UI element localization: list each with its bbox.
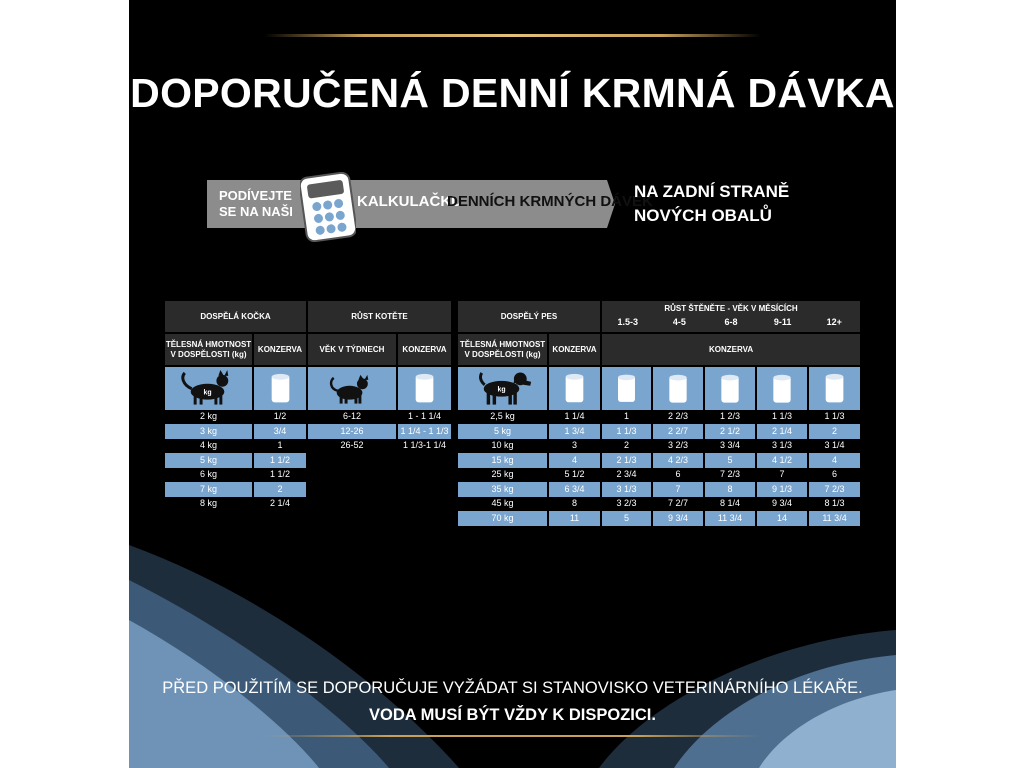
puppy-can-value: 8 bbox=[704, 482, 756, 497]
puppy-can-value: 11 3/4 bbox=[704, 511, 756, 526]
puppy-can-value: 4 1/2 bbox=[756, 453, 808, 468]
table-row bbox=[165, 410, 306, 425]
puppy-header-cell bbox=[601, 301, 860, 333]
dog-can-value: 8 bbox=[548, 497, 601, 512]
puppy-can-icon-cell bbox=[808, 366, 860, 410]
table-row bbox=[458, 453, 860, 468]
cat-weight-icon bbox=[165, 367, 252, 410]
footer-advice: PŘED POUŽITÍM SE DOPORUČUJE VYŽÁDAT SI STANOVISKO VETERINÁRNÍHO LÉKAŘE. bbox=[162, 679, 863, 697]
can-icon bbox=[398, 367, 451, 409]
cat-weight-value: 6 kg bbox=[165, 468, 253, 483]
puppy-can-value: 14 bbox=[756, 511, 808, 526]
puppy-can-icon-cell bbox=[704, 366, 756, 410]
puppy-can-value: 9 3/4 bbox=[756, 497, 808, 512]
puppy-can-value: 8 1/3 bbox=[808, 497, 860, 512]
puppy-age-4: 9-11 bbox=[773, 317, 792, 327]
puppy-can-value: 2 1/2 bbox=[704, 424, 756, 439]
banner-calc-word: KALKULAČKU bbox=[357, 193, 462, 210]
puppy-age-1: 1.5-3 bbox=[617, 317, 639, 327]
table-row bbox=[165, 439, 306, 454]
cat-weight-value: 7 kg bbox=[165, 482, 253, 497]
adult-cat-header: DOSPĚLÁ KOČKA bbox=[165, 301, 306, 333]
puppy-can-value: 3 2/3 bbox=[601, 497, 652, 512]
can-icon bbox=[757, 368, 807, 409]
puppy-can-value: 3 3/4 bbox=[704, 439, 756, 454]
table-row bbox=[165, 424, 306, 439]
table-row bbox=[458, 410, 860, 425]
dog-weight-icon-cell bbox=[458, 366, 548, 410]
puppy-can-value: 3 2/3 bbox=[652, 439, 704, 454]
dog-kg-label: kg bbox=[497, 386, 506, 394]
banner-left-text bbox=[219, 188, 293, 220]
puppy-can-value: 1 bbox=[601, 410, 652, 425]
puppy-can-value: 2 bbox=[808, 424, 860, 439]
dog-table bbox=[458, 301, 860, 526]
table-row bbox=[165, 453, 306, 468]
cat-can-value: 2 bbox=[253, 482, 306, 497]
puppy-can-value: 9 3/4 bbox=[652, 511, 704, 526]
dog-can-icon-cell bbox=[548, 366, 601, 410]
puppy-age-2: 4-5 bbox=[672, 317, 686, 327]
table-row bbox=[458, 511, 860, 526]
puppy-can-value: 3 1/4 bbox=[808, 439, 860, 454]
puppy-can-value: 2 1/3 bbox=[601, 453, 652, 468]
dog-weight-value: 15 kg bbox=[458, 453, 548, 468]
puppy-can-value: 9 1/3 bbox=[756, 482, 808, 497]
dog-weight-value: 35 kg bbox=[458, 482, 548, 497]
puppy-can-value: 2 bbox=[601, 439, 652, 454]
puppy-can-icon-cell bbox=[652, 366, 704, 410]
kitten-table bbox=[308, 301, 451, 453]
cat-weight-value: 2 kg bbox=[165, 410, 253, 425]
table-row bbox=[308, 410, 451, 425]
cat-weight-value: 4 kg bbox=[165, 439, 253, 454]
dog-can-value: 4 bbox=[548, 453, 601, 468]
kitten-header: RŮST KOTĚTE bbox=[308, 301, 451, 333]
puppy-age-5: 12+ bbox=[826, 317, 842, 327]
cat-weight-column-header: TĚLESNÁ HMOTNOST V DOSPĚLOSTI (kg) bbox=[165, 333, 253, 366]
puppy-header: RŮST ŠTĚNĚTE - VĚK V MĚSÍCÍCH bbox=[664, 304, 798, 313]
puppy-can-value: 3 1/3 bbox=[601, 482, 652, 497]
table-row bbox=[458, 439, 860, 454]
puppy-can-value: 7 2/7 bbox=[652, 497, 704, 512]
puppy-can-value: 6 bbox=[808, 468, 860, 483]
puppy-age-3: 6-8 bbox=[724, 317, 738, 327]
puppy-can-value: 11 3/4 bbox=[808, 511, 860, 526]
cat-can-value: 1 1/2 bbox=[253, 468, 306, 483]
puppy-can-value: 1 2/3 bbox=[704, 410, 756, 425]
puppy-can-value: 7 bbox=[756, 468, 808, 483]
page-title: DOPORUČENÁ DENNÍ KRMNÁ DÁVKA bbox=[130, 70, 895, 116]
puppy-can-value: 8 1/4 bbox=[704, 497, 756, 512]
can-icon bbox=[602, 368, 651, 409]
table-row bbox=[165, 468, 306, 483]
puppy-can-value: 5 bbox=[704, 453, 756, 468]
kitten-can-column-header: KONZERVA bbox=[397, 333, 451, 366]
puppy-can-value: 1 1/3 bbox=[601, 424, 652, 439]
cat-kg-label: kg bbox=[203, 389, 212, 397]
adult-dog-header: DOSPĚLÝ PES bbox=[458, 301, 601, 333]
table-row bbox=[165, 497, 306, 512]
dog-can-column-header: KONZERVA bbox=[548, 333, 601, 366]
puppy-can-value: 7 bbox=[652, 482, 704, 497]
kitten-age-column-header: VĚK V TÝDNECH bbox=[308, 333, 397, 366]
table-row bbox=[308, 439, 451, 454]
kitten-age-value: 26-52 bbox=[308, 439, 397, 454]
banner-left-line1: PODÍVEJTE bbox=[219, 188, 292, 203]
puppy-age-row bbox=[602, 318, 860, 327]
kitten-icon bbox=[308, 367, 396, 410]
puppy-can-value: 2 1/4 bbox=[756, 424, 808, 439]
puppy-can-value: 1 1/3 bbox=[756, 410, 808, 425]
banner-right-text bbox=[634, 180, 789, 228]
table-row bbox=[165, 482, 306, 497]
dog-can-value: 5 1/2 bbox=[548, 468, 601, 483]
dog-can-value: 11 bbox=[548, 511, 601, 526]
puppy-can-value: 4 2/3 bbox=[652, 453, 704, 468]
dog-can-value: 3 bbox=[548, 439, 601, 454]
dog-weight-value: 2,5 kg bbox=[458, 410, 548, 425]
puppy-can-value: 2 3/4 bbox=[601, 468, 652, 483]
cat-can-icon-cell bbox=[253, 366, 306, 410]
puppy-can-value: 7 2/3 bbox=[704, 468, 756, 483]
footer-water: VODA MUSÍ BÝT VŽDY K DISPOZICI. bbox=[369, 706, 656, 724]
table-row bbox=[458, 424, 860, 439]
table-row bbox=[308, 424, 451, 439]
cat-weight-value: 8 kg bbox=[165, 497, 253, 512]
table-row bbox=[458, 497, 860, 512]
cat-can-value: 2 1/4 bbox=[253, 497, 306, 512]
puppy-can-value: 5 bbox=[601, 511, 652, 526]
can-icon bbox=[254, 367, 306, 409]
cat-can-value: 3/4 bbox=[253, 424, 306, 439]
poster-panel bbox=[129, 0, 896, 768]
puppy-can-icon-cell bbox=[756, 366, 808, 410]
puppy-can-value: 7 2/3 bbox=[808, 482, 860, 497]
dog-weight-value: 5 kg bbox=[458, 424, 548, 439]
dog-weight-value: 10 kg bbox=[458, 439, 548, 454]
puppy-can-column-header: KONZERVA bbox=[601, 333, 860, 366]
kitten-age-value: 6-12 bbox=[308, 410, 397, 425]
can-icon bbox=[549, 367, 600, 409]
dog-weight-value: 45 kg bbox=[458, 497, 548, 512]
cat-weight-value: 5 kg bbox=[165, 453, 253, 468]
kitten-icon-cell bbox=[308, 366, 397, 410]
gold-divider-top bbox=[264, 34, 761, 37]
cat-can-column-header: KONZERVA bbox=[253, 333, 306, 366]
cat-weight-icon-cell bbox=[165, 366, 253, 410]
can-icon bbox=[809, 367, 860, 409]
cat-weight-value: 3 kg bbox=[165, 424, 253, 439]
table-row bbox=[458, 468, 860, 483]
dog-weight-column-header: TĚLESNÁ HMOTNOST V DOSPĚLOSTI (kg) bbox=[458, 333, 548, 366]
banner-left-line2: SE NA NAŠI bbox=[219, 204, 293, 219]
banner-right-line1: NA ZADNÍ STRANĚ bbox=[634, 182, 790, 201]
puppy-can-value: 1 1/3 bbox=[808, 410, 860, 425]
banner-right-line2: NOVÝCH OBALŮ bbox=[634, 206, 772, 225]
dog-can-value: 1 3/4 bbox=[548, 424, 601, 439]
dog-can-value: 6 3/4 bbox=[548, 482, 601, 497]
gold-divider-bottom bbox=[264, 735, 761, 737]
kitten-can-value: 1 - 1 1/4 bbox=[397, 410, 451, 425]
can-icon bbox=[705, 368, 755, 409]
cat-can-value: 1 1/2 bbox=[253, 453, 306, 468]
puppy-can-value: 4 bbox=[808, 453, 860, 468]
table-row bbox=[458, 482, 860, 497]
puppy-can-value: 3 1/3 bbox=[756, 439, 808, 454]
puppy-can-icon-cell bbox=[601, 366, 652, 410]
banner-daily-words: DENNÍCH KRMNÝCH DÁVEK bbox=[447, 193, 653, 210]
puppy-can-value: 2 2/7 bbox=[652, 424, 704, 439]
dog-weight-value: 70 kg bbox=[458, 511, 548, 526]
can-icon bbox=[653, 368, 703, 409]
kitten-can-icon-cell bbox=[397, 366, 451, 410]
dog-can-value: 1 1/4 bbox=[548, 410, 601, 425]
calculator-icon bbox=[300, 172, 356, 242]
puppy-can-value: 2 2/3 bbox=[652, 410, 704, 425]
cat-can-value: 1/2 bbox=[253, 410, 306, 425]
dog-weight-icon bbox=[458, 367, 547, 410]
kitten-can-value: 1 1/3-1 1/4 bbox=[397, 439, 451, 454]
kitten-can-value: 1 1/4 - 1 1/3 bbox=[397, 424, 451, 439]
puppy-can-value: 6 bbox=[652, 468, 704, 483]
adult-cat-table bbox=[165, 301, 306, 511]
cat-can-value: 1 bbox=[253, 439, 306, 454]
kitten-age-value: 12-26 bbox=[308, 424, 397, 439]
dog-weight-value: 25 kg bbox=[458, 468, 548, 483]
